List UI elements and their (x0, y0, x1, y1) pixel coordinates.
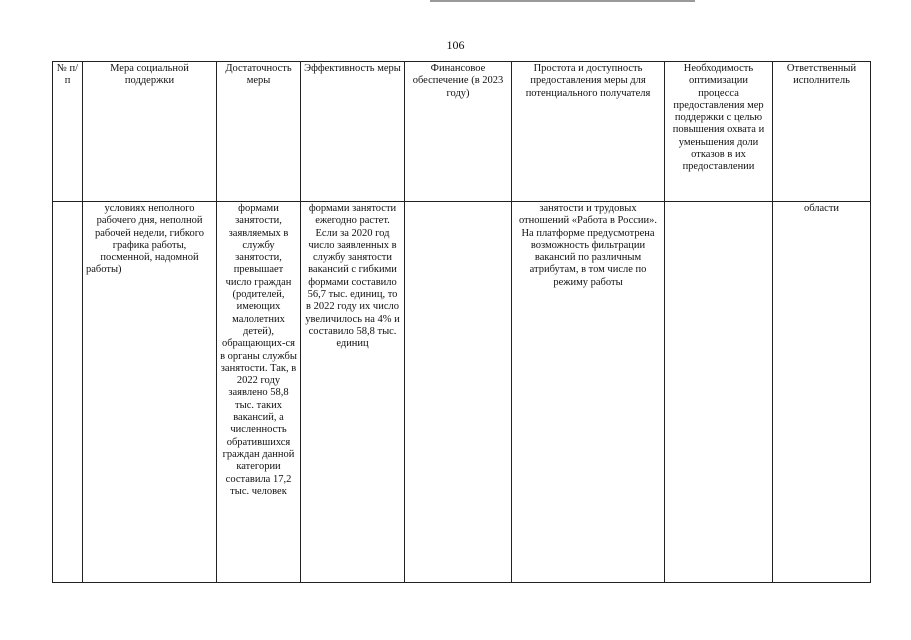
header-optimization: Необходимость оптимизации процесса предоставления мер поддержки с целью повышения охвата и уменьшения доли отказов в их предоставлении (665, 62, 773, 202)
cell-effectiveness: формами занятости ежегодно растет. Если за 2020 год число заявленных в службу занятости вакансий с гибкими формами составило 56,7 тыс. единиц, то в 2022 году их число увеличилось на 4% и составило 58,8 тыс. единиц (301, 202, 405, 583)
header-number: № п/п (53, 62, 83, 202)
header-effectiveness: Эффективность меры (301, 62, 405, 202)
cell-measure: условиях неполного рабочего дня, неполной рабочей недели, гибкого графика работы, посменной, надомной работы) (83, 202, 217, 583)
cell-accessibility: занятости и трудовых отношений «Работа в России». На платформе предусмотрена возможность фильтрации вакансий по различным атрибутам, в том числе по режиму работы (512, 202, 665, 583)
header-accessibility: Простота и доступность предоставления меры для потенциального получателя (512, 62, 665, 202)
header-measure: Мера социальной поддержки (83, 62, 217, 202)
header-executor: Ответственный исполнитель (773, 62, 871, 202)
cell-sufficiency: формами занятости, заявляемых в службу занятости, превышает число граждан (родителей, имеющих малолетних детей), обращающих-ся в органы службы занятости. Так, в 2022 году заявлено 58,8 тыс. таких вакансий, а численность обратившихся граждан данной категории составила 17,2 тыс. человек (217, 202, 301, 583)
cell-executor: области (773, 202, 871, 583)
cell-optimization (665, 202, 773, 583)
header-sufficiency: Достаточность меры (217, 62, 301, 202)
top-edge-line (430, 0, 695, 2)
page-number: 106 (446, 38, 465, 52)
header-financing: Финансовое обеспечение (в 2023 году) (405, 62, 512, 202)
cell-financing (405, 202, 512, 583)
header-row (53, 62, 871, 202)
cell-number (53, 202, 83, 583)
table-row (53, 202, 871, 583)
support-measures-table (52, 61, 871, 583)
